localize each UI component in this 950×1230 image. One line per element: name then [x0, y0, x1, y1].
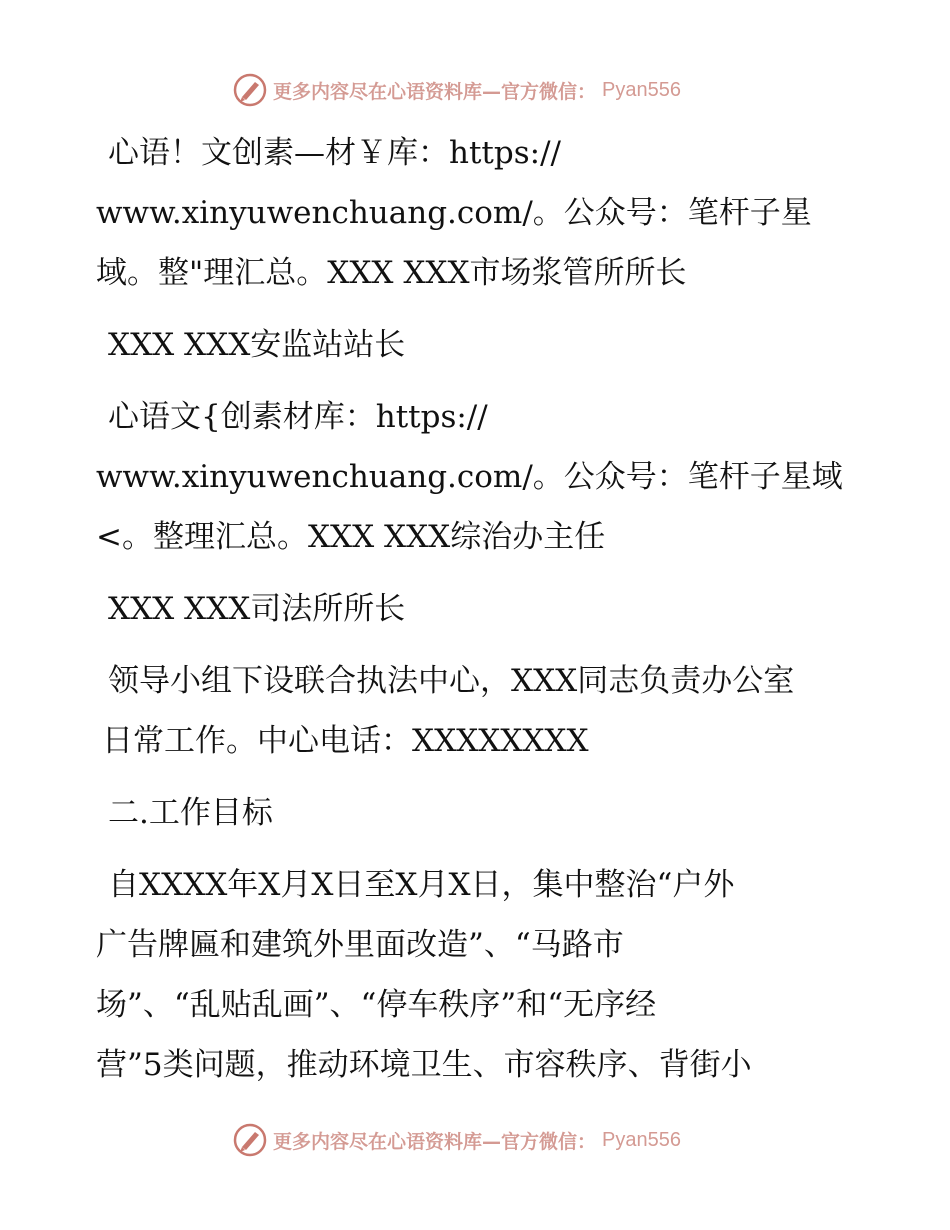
text-line: 心语文{创素材库：https:// — [108, 399, 488, 435]
section-heading — [96, 783, 866, 843]
text-line: www.xinyuwenchuang.com/。公众号：笔杆子星域 — [96, 459, 843, 495]
pen-logo-icon — [233, 1123, 267, 1157]
paragraph — [96, 579, 866, 639]
text-line: 域。整"理汇总。XXX XXX市场浆管所所长 — [96, 255, 687, 291]
text-line: 场”、“乱贴乱画”、“停车秩序”和“无序经 — [96, 987, 657, 1023]
paragraph — [96, 123, 866, 303]
watermark-text: 更多内容尽在心语资料库—官方微信： — [273, 1130, 597, 1153]
watermark-handle: Pyan556 — [602, 1128, 681, 1151]
text-line: 广告牌匾和建筑外里面改造”、“马路市 — [96, 927, 624, 963]
header-watermark — [233, 72, 713, 108]
text-line: 心语！文创素—材￥库：https:// — [108, 135, 561, 171]
text-line: 领导小组下设联合执法中心，XXX同志负责办公室 — [108, 663, 795, 699]
pen-logo-icon — [233, 73, 267, 107]
text-line: www.xinyuwenchuang.com/。公众号：笔杆子星 — [96, 195, 812, 231]
text-line: <。整理汇总。XXX XXX综治办主任 — [96, 519, 606, 555]
watermark-text: 更多内容尽在心语资料库—官方微信： — [273, 80, 597, 103]
text-line: XXX XXX司法所所长 — [108, 591, 406, 627]
text-line: 二.工作目标 — [108, 795, 273, 831]
text-line: 营”5类问题，推动环境卫生、市容秩序、背街小 — [96, 1047, 752, 1083]
footer-watermark — [233, 1122, 713, 1158]
watermark-handle: Pyan556 — [602, 78, 681, 101]
text-line: XXX XXX安监站站长 — [108, 327, 406, 363]
paragraph — [96, 651, 866, 771]
paragraph — [96, 387, 866, 567]
paragraph — [96, 315, 866, 375]
document-body — [96, 123, 866, 1107]
text-line: 自XXXX年X月X日至X月X日，集中整治“户外 — [108, 867, 735, 903]
paragraph — [96, 855, 866, 1095]
text-line: 日常工作。中心电话：XXXXXXXX — [102, 723, 589, 759]
